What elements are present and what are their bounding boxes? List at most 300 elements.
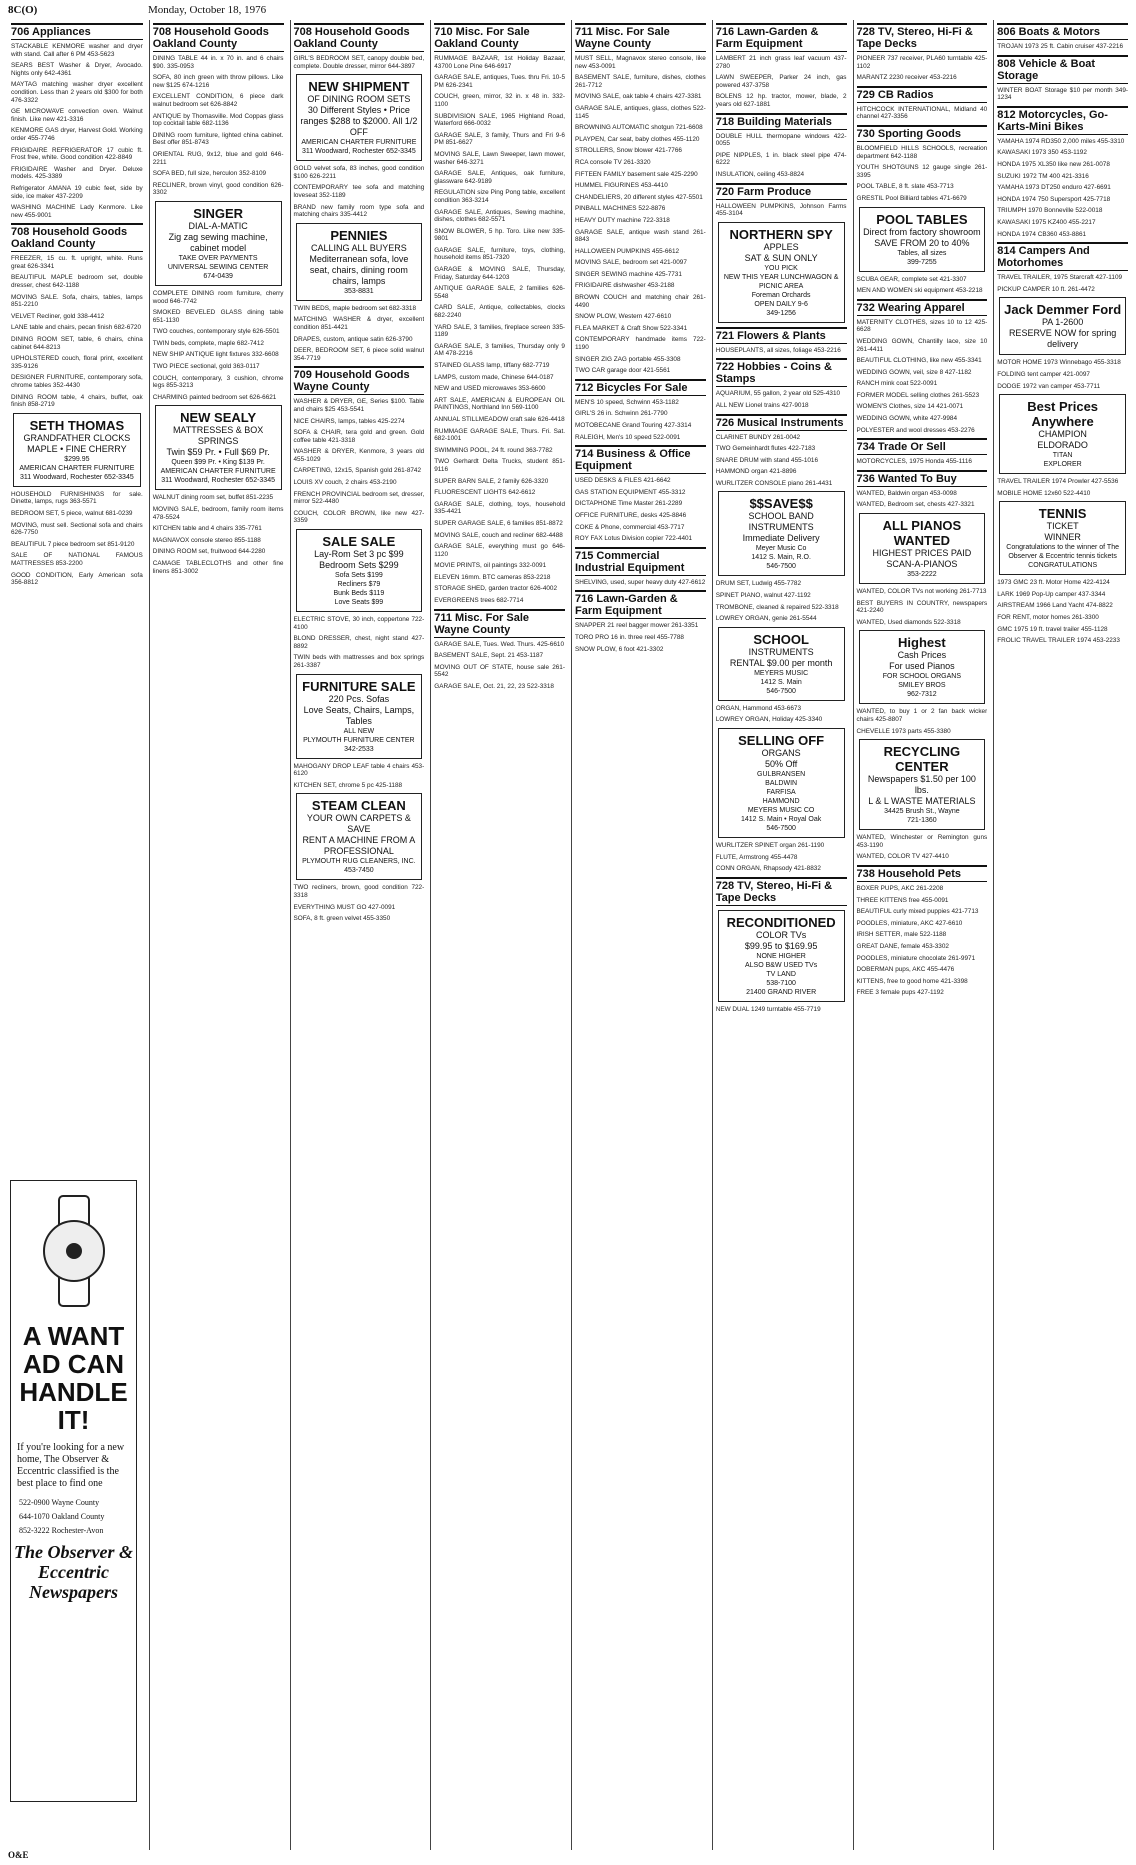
classified-listing: GARAGE SALE, 3 family, Thurs and Fri 9-6 PM 851-6627	[434, 131, 565, 147]
display-ad-line: GRANDFATHER CLOCKS	[23, 432, 131, 443]
classified-listing: MOVING SALE, bedroom, family room items 478-5524	[152, 506, 284, 521]
classified-listing: TWIN beds with mattresses and box springs 261-3387	[293, 654, 425, 669]
classified-listing: LOWREY ORGAN, Holiday 425-3340	[715, 716, 823, 724]
classified-listing: PIONEER 737 receiver, PLA60 turntable 425-1102	[856, 55, 988, 70]
classified-listing: COKE & Phone, commercial 453-7717	[575, 523, 685, 531]
display-ad-line: WINNER	[1044, 532, 1081, 543]
classified-listing: RUMMAGE GARAGE SALE, Thurs. Fri. Sat. 682-1001	[434, 427, 565, 443]
classified-listing: CAMAGE TABLECLOTHS and other fine linens 851-3002	[152, 560, 284, 575]
classified-listing: WALNUT dining room set, buffet 851-2235	[152, 494, 274, 502]
display-ad-line: PENNIES	[330, 227, 388, 243]
display-ad-line: 1412 S. Main	[760, 678, 802, 686]
display-ad-line: Tables, all sizes	[897, 249, 947, 257]
display-ad-line: 674-0439	[203, 272, 233, 280]
classified-listing: EVERYTHING MUST GO 427-0091	[293, 903, 396, 911]
section-heading: 730 Sporting Goods	[857, 125, 988, 142]
classified-listing: LARK 1969 Pop-Up camper 437-3344	[997, 590, 1106, 598]
classified-listing: SOFA & CHAIR, tera gold and green. Gold coffee table 421-3318	[293, 429, 425, 444]
classified-listing: MOVING SALE, bedroom set 421-0097	[575, 259, 687, 267]
want-ad-body: If you're looking for a new home, The Observer & Eccentric classified is the best place to find one	[17, 1442, 125, 1489]
classified-listing: UPHOLSTERED couch, floral print, excellent 335-9126	[11, 355, 143, 370]
display-ad-line: Zig zag sewing machine, cabinet model	[168, 231, 268, 253]
display-ad	[859, 513, 986, 584]
newspaper-logo: The Observer & Eccentric Newspapers	[14, 1542, 133, 1602]
display-ad-line: 1412 S. Main • Royal Oak	[740, 816, 822, 824]
display-ad-line: COLOR TVs	[755, 929, 807, 940]
classified-listing: RCA console TV 261-3320	[575, 158, 651, 166]
classified-listing: STORAGE SHED, garden tractor 626-4002	[434, 585, 558, 593]
display-ad-line: SCAN-A-PIANOS	[886, 559, 958, 570]
display-ad-line: NEW SEALY	[180, 410, 257, 426]
classified-listing: POODLES, miniature, AKC 427-6610	[856, 919, 963, 927]
display-ad-line: NEW SHIPMENT	[308, 79, 410, 95]
display-ad	[999, 501, 1126, 575]
classified-listing: BROWNING AUTOMATIC shotgun 721-6608	[575, 124, 703, 132]
display-ad-line: Recliners $79	[337, 581, 381, 589]
classified-listing: BASEMENT SALE, furniture, dishes, clothes 261-7712	[575, 74, 706, 89]
classified-listing: SALE OF NATIONAL FAMOUS MATTRESSES 853-2200	[11, 552, 143, 567]
display-ad	[155, 405, 282, 490]
classified-listing: RALEIGH, Men's 10 speed 522-0091	[575, 433, 681, 441]
classified-listing: WANTED, to buy 1 or 2 fan back wicker chairs 425-8807	[856, 708, 988, 723]
classified-listing: SINGER SEWING machine 425-7731	[575, 270, 682, 278]
classified-listing: NEW DUAL 1249 turntable 455-7719	[715, 1005, 821, 1013]
classified-listing: TWO Gemeinhardt flutes 422-7183	[715, 445, 816, 453]
classified-listing: ORIENTAL RUG, 9x12, blue and gold 646-2211	[152, 150, 284, 166]
classified-listing: DRUM SET, Ludwig 455-7782	[715, 580, 801, 588]
section-heading: 711 Misc. For Sale Wayne County	[575, 23, 706, 52]
display-ad-line: 311 Woodward, Rochester 652-3345	[301, 148, 416, 156]
classified-listing: DICTAPHONE Time Master 261-2289	[575, 500, 683, 508]
classified-listing: GOOD CONDITION, Early American sofa 356-8812	[11, 571, 143, 587]
display-ad	[296, 793, 423, 880]
classified-listing: KENMORE GAS dryer, Harvest Gold. Working order 455-7746	[11, 127, 143, 142]
classified-listing: SMOKED BEVELED GLASS dining table 651-1130	[152, 309, 284, 324]
display-ad-line: Foreman Orchards	[751, 291, 811, 299]
section-heading: 814 Campers And Motorhomes	[997, 242, 1128, 271]
display-ad-line: SINGER	[193, 205, 244, 221]
classified-column	[290, 20, 425, 1850]
classified-listing: HONDA 1974 750 Supersport 425-7718	[997, 195, 1111, 203]
classified-listing: TRIUMPH 1970 Bonneville 522-0018	[997, 207, 1103, 215]
classified-listing: GARAGE SALE, furniture, toys, clothing, household items 851-7320	[434, 246, 565, 262]
classified-listing: NEW SHIP ANTIQUE light fixtures 332-6608	[152, 351, 279, 359]
classified-listing: STAINED GLASS lamp, tiffany 682-7719	[434, 362, 550, 369]
classified-listing: WANTED, COLOR TV 427-4410	[856, 853, 949, 861]
classified-column	[571, 20, 706, 1850]
display-ad-line: DIAL-A-MATIC	[188, 220, 248, 231]
classified-listing: GARAGE SALE, antiques, glass, clothes 522-1145	[575, 104, 706, 120]
display-ad-line: MAPLE • FINE CHERRY	[27, 443, 127, 454]
classified-listing: THREE KITTENS free 455-0091	[856, 896, 949, 904]
display-ad-line: AMERICAN CHARTER FURNITURE	[160, 468, 276, 476]
display-ad-line: TICKET	[1046, 521, 1079, 532]
classified-listing: RANCH mink coat 522-0091	[856, 380, 938, 388]
classified-listing: TWO recliners, brown, good condition 722-3318	[293, 884, 425, 899]
display-ad-line: OPEN DAILY 9-6	[754, 300, 808, 308]
classified-column	[853, 20, 988, 1850]
display-ad-line: UNIVERSAL SEWING CENTER	[167, 263, 269, 271]
classified-listing: STACKABLE KENMORE washer and dryer with stand. Call after 6 PM 453-5623	[11, 43, 143, 58]
section-heading: 726 Musical Instruments	[716, 414, 847, 431]
display-ad-line: Mediterranean sofa, love seat, chairs, dining room chairs, lamps	[309, 253, 409, 286]
classified-listing: LOWREY ORGAN, genie 261-5544	[715, 615, 817, 623]
display-ad	[999, 297, 1126, 355]
classified-listing: WANTED, Bedroom set, chests 427-3321	[856, 501, 975, 509]
classified-listing: WEDDING GOWN, veil, size 8 427-1182	[856, 368, 972, 376]
display-ad-line: RECYCLING CENTER	[883, 744, 961, 775]
display-ad	[296, 529, 423, 612]
classified-listing: AIRSTREAM 1966 Land Yacht 474-8822	[997, 602, 1113, 610]
display-ad-line: Jack Demmer Ford	[1004, 302, 1122, 318]
classified-listing: DINING ROOM set, fruitwood 644-2280	[152, 548, 266, 556]
display-ad-line: SCHOOL	[753, 631, 809, 647]
display-ad	[155, 201, 282, 286]
display-ad-line: Congratulations to the winner of The Observer & Eccentric tennis tickets	[1006, 544, 1119, 561]
classified-listing: SNARE DRUM with stand 455-1016	[715, 456, 819, 464]
section-heading: 728 TV, Stereo, Hi-Fi & Tape Decks	[716, 877, 847, 906]
classified-listing: DINING ROOM SET, table, 6 chairs, china cabinet 644-8213	[11, 336, 143, 351]
display-ad-line: PLYMOUTH RUG CLEANERS, INC.	[302, 858, 416, 866]
classified-listing: BEAUTIFUL 7 piece bedroom set 851-9120	[11, 540, 135, 548]
door-knob-icon	[19, 1191, 129, 1311]
display-ad-line: APPLES	[763, 241, 799, 252]
classified-listing: TRAVEL TRAILER 1974 Prowler 427-5536	[997, 478, 1119, 486]
classified-listing: MOVING OUT OF STATE, house sale 261-5542	[434, 663, 565, 679]
classified-listing: GARAGE SALE, Antiques, oak furniture, glassware 642-9189	[434, 170, 565, 185]
display-ad-line: Newspapers $1.50 per 100 lbs.	[867, 774, 976, 796]
display-ad-line: 453-7450	[344, 867, 374, 875]
display-ad-line: Direct from factory showroom	[863, 226, 981, 237]
classified-listing: HONDA 1974 CB360 453-8861	[997, 230, 1087, 238]
classified-listing: SOFA BED, full size, herculon 352-8109	[152, 170, 267, 178]
display-ad-line: 721-1360	[907, 817, 937, 825]
classified-listing: KITCHEN SET, chrome 5 pc 425-1188	[293, 781, 403, 789]
display-ad	[718, 728, 845, 838]
classified-listing: MARANTZ 2230 receiver 453-2216	[856, 74, 957, 82]
classified-listing: SNOW BLOWER, 5 hp. Toro. Like new 335-9801	[434, 227, 565, 243]
classified-listing: BEAUTIFUL MAPLE bedroom set, double dresser, chest 642-1188	[11, 274, 143, 290]
display-ad-line: 962-7312	[907, 691, 937, 699]
display-ad-line: ALL PIANOS WANTED	[882, 518, 962, 549]
display-ad	[718, 491, 845, 576]
display-ad-line: TAKE OVER PAYMENTS	[178, 254, 258, 262]
section-heading: 732 Wearing Apparel	[857, 299, 988, 316]
classified-listing: ANTIQUE GARAGE SALE, 2 families 626-5548	[434, 285, 565, 300]
display-ad-line: 353-8831	[344, 287, 374, 295]
want-ad-phone: 852-3222 Rochester-Avon	[19, 1526, 104, 1535]
classified-listing: MOTORCYCLES, 1975 Honda 455-1116	[856, 458, 972, 466]
classified-listing: ROY FAX Lotus Division copier 722-4401	[575, 535, 693, 543]
classified-listing: TWO PIECE sectional, gold 363-0117	[152, 363, 260, 371]
classified-listing: ANTIQUE by Thomasville. Mod Coppas glass top cocktail table 682-1136	[152, 112, 284, 128]
display-ad-line: 311 Woodward, Rochester 652-3345	[19, 473, 134, 481]
classified-listing: WANTED, Winchester or Remington guns 453-1190	[856, 834, 988, 849]
classified-listing: DESIGNER FURNITURE, contemporary sofa, chrome tables 352-4430	[11, 374, 143, 389]
classified-listing: MATCHING WASHER & dryer, excellent condition 851-4421	[293, 316, 425, 331]
classified-listing: BLOOMFIELD HILLS SCHOOLS, recreation department 642-1188	[856, 144, 988, 160]
classified-listing: PLAYPEN, Car seat, baby clothes 455-1120	[575, 135, 700, 143]
display-ad-line: MEYERS MUSIC	[754, 669, 809, 677]
classified-listing: WEDDING GOWN, white 427-9984	[856, 415, 958, 423]
classified-listing: SNOW PLOW, Western 427-6610	[575, 313, 672, 321]
classified-listing: POODLES, miniature chocolate 261-9971	[856, 954, 976, 962]
display-ad-line: SAVE FROM 20 to 40%	[874, 237, 970, 248]
classified-listing: GARAGE SALE, Tues. Wed. Thurs. 425-6610	[434, 640, 565, 648]
display-ad-line: Bedroom Sets $299	[319, 560, 399, 571]
display-ad-line: INSTRUMENTS	[748, 646, 814, 657]
display-ad-line: FARFISA	[766, 789, 796, 797]
page-footer: O&E	[8, 1850, 29, 1860]
display-ad	[718, 910, 845, 1002]
display-ad-line: SALE SALE	[322, 534, 396, 550]
classified-listing: MUST SELL, Magnavox stereo console, like new 453-0091	[575, 55, 706, 70]
display-ad-line: 30 Different Styles • Price ranges $288 to $2000. All 1/2 OFF	[300, 105, 418, 138]
display-ad-line: Love Seats, Chairs, Lamps, Tables	[303, 704, 415, 726]
classified-listing: GARAGE & MOVING SALE, Thursday, Friday, Saturday 644-1203	[434, 266, 565, 281]
classified-listing: YOUTH SHOTGUNS 12 gauge single 261-3395	[856, 164, 988, 179]
display-ad-line: GULBRANSEN	[757, 771, 806, 779]
classified-listing: KITTENS, free to good home 421-3398	[856, 977, 968, 985]
classified-column	[430, 20, 565, 1850]
classified-listing: EVERGREENS trees 682-7714	[434, 597, 524, 605]
display-ad	[718, 627, 845, 701]
classified-listing: CONTEMPORARY tee sofa and matching loveseat 352-1189	[293, 184, 425, 199]
section-heading: 736 Wanted To Buy	[857, 470, 988, 487]
classified-listing: GARAGE SALE, antique wash stand 261-8843	[575, 228, 706, 244]
classified-listing: SOFA, 8 ft. green velvet 455-3350	[293, 915, 391, 923]
classified-listing: TROMBONE, cleaned & repaired 522-3318	[715, 603, 839, 611]
section-heading: 808 Vehicle & Boat Storage	[997, 55, 1128, 84]
display-ad-line: YOUR OWN CARPETS & SAVE	[306, 813, 411, 835]
section-heading: 716 Lawn-Garden & Farm Equipment	[716, 23, 847, 52]
classified-listing: ELECTRIC STOVE, 30 inch, coppertone 722-4100	[293, 616, 425, 631]
classified-listing: MOTOBECANE Grand Touring 427-3314	[575, 422, 692, 429]
display-ad-line: 546-7500	[766, 563, 796, 571]
classified-listing: REGULATION size Ping Pong table, excellent condition 363-3214	[434, 189, 565, 204]
classified-listing: MATERNITY CLOTHES, sizes 10 to 12 425-6628	[856, 318, 988, 334]
section-heading: 734 Trade Or Sell	[857, 438, 988, 455]
classified-listing: STROLLERS, Snow blower 421-7766	[575, 147, 682, 155]
classified-listing: CONN ORGAN, Rhapsody 421-8832	[715, 865, 821, 873]
display-ad-line: RENT A MACHINE FROM A PROFESSIONAL	[302, 835, 416, 857]
classified-listing: MAHOGANY DROP LEAF table 4 chairs 453-6120	[293, 762, 425, 778]
display-ad-line: CALLING ALL BUYERS	[311, 242, 407, 253]
classified-listing: LANE table and chairs, pecan finish 682-6720	[11, 324, 142, 332]
classified-listing: SINGER ZIG ZAG portable 455-3308	[575, 355, 681, 363]
classified-listing: PIPE NIPPLES, 1 in. black steel pipe 474-6222	[715, 151, 847, 167]
display-ad-line: MEYERS MUSIC CO	[747, 807, 815, 815]
classified-listing: BEAUTIFUL CLOTHING, like new 455-3341	[856, 357, 982, 365]
classified-listing: WASHING MACHINE Lady Kenmore. Like new 455-9001	[11, 204, 143, 219]
section-heading: 715 Commercial Industrial Equipment	[575, 547, 706, 576]
classified-listing: BOLENS 12 hp. tractor, mower, blade, 2 years old 627-1881	[715, 93, 847, 108]
classified-listing: FRIGIDAIRE dishwasher 453-2188	[575, 282, 675, 290]
classified-listing: BROWN COUCH and matching chair 261-4490	[575, 294, 706, 309]
classified-listing: HOUSEHOLD FURNISHINGS for sale. Dinette, lamps, rugs 363-5571	[11, 490, 143, 506]
classified-listing: GIRL'S BEDROOM SET, canopy double bed, complete. Double dresser, mirror 644-3897	[293, 55, 425, 70]
classified-listing: HONDA 1975 XL350 like new 261-0078	[997, 160, 1110, 168]
classified-listing: HAMMOND organ 421-8896	[715, 468, 797, 476]
classified-listing: TWO Gerhardt Delta Trucks, student 851-9116	[434, 458, 565, 473]
classified-listing: ORGAN, Hammond 453-6673	[715, 704, 801, 712]
classified-listing: SHELVING, used, super heavy duty 427-6612	[575, 578, 706, 586]
display-ad-line: Cash Prices	[897, 650, 947, 661]
classified-listing: TWIN BEDS, maple bedroom set 682-3318	[293, 304, 417, 312]
display-ad	[13, 413, 141, 487]
classified-listing: MOVIE PRINTS, oil paintings 332-0091	[434, 562, 547, 570]
classified-column	[712, 20, 847, 1850]
display-ad-line: TITAN	[1052, 452, 1073, 460]
classified-listing: GARAGE SALE, antiques, Tues. thru Fri. 10-5 PM 626-2341	[434, 74, 565, 89]
classified-listing: FRIGIDAIRE Washer and Dryer. Deluxe models. 425-3389	[11, 165, 143, 181]
display-ad-line: YOU PICK	[764, 264, 798, 272]
classified-listing: TRAVEL TRAILER, 1975 Starcraft 427-1109	[997, 274, 1123, 282]
classified-listing: GARAGE SALE, Antiques, Sewing machine, dishes, clothes 682-5571	[434, 208, 565, 224]
classified-listing: SNAPPER 21 reel bagger mower 261-3351	[575, 622, 699, 630]
display-ad-line: AMERICAN CHARTER FURNITURE	[19, 464, 135, 472]
classified-listing: BEDROOM SET, 5 piece, walnut 681-0239	[11, 509, 133, 517]
display-ad-line: SELLING OFF	[738, 733, 825, 749]
classified-listing: NEW and USED microwaves 353-6600	[434, 385, 546, 393]
classified-listing: GMC 1975 19 ft. travel trailer 455-1128	[997, 625, 1108, 633]
classified-listing: GRESTIL Pool Billiard tables 471-6679	[856, 194, 967, 202]
classified-listing: SUPER BARN SALE, 2 family 626-3320	[434, 477, 549, 485]
classified-listing: POOL TABLE, 8 ft. slate 453-7713	[856, 183, 954, 191]
classified-listing: MOBILE HOME 12x60 522-4410	[997, 489, 1091, 497]
section-heading: 716 Lawn-Garden & Farm Equipment	[575, 590, 706, 619]
want-ad-phone: 644-1070 Oakland County	[19, 1512, 105, 1521]
display-ad-line: TENNIS	[1038, 506, 1087, 522]
display-ad-line: FURNITURE SALE	[302, 678, 416, 694]
classified-listing: IRISH SETTER, male 522-1188	[856, 931, 947, 939]
classified-listing: DOBERMAN pups, AKC 455-4476	[856, 966, 955, 974]
classified-listing: FLUORESCENT LIGHTS 642-6612	[434, 489, 536, 497]
classified-listing: DINING room furniture, lighted china cabinet. Best offer 851-8743	[152, 131, 284, 147]
classified-listing: NICE CHAIRS, lamps, tables 425-2274	[293, 417, 405, 425]
classified-listing: COUCH, COLOR BROWN, like new 427-3359	[293, 509, 425, 525]
display-ad	[859, 207, 986, 272]
classified-listing: KAWASAKI 1973 350 453-1192	[997, 149, 1087, 157]
display-ad-line: Love Seats $99	[334, 599, 384, 607]
classified-listing: Refrigerator AMANA 19 cubic feet, side by side, ice maker 437-2209	[11, 184, 143, 200]
classified-listing: BLOND DRESSER, chest, night stand 427-8892	[293, 635, 425, 650]
classified-listing: ANNUAL STILLMEADOW craft sale 626-4418	[434, 415, 565, 423]
classified-listing: LAWN SWEEPER, Parker 24 inch, gas powered 437-3758	[715, 74, 847, 89]
section-heading: 722 Hobbies - Coins & Stamps	[716, 358, 847, 387]
classified-listing: HALLOWEEN PUMPKINS 455-6612	[575, 247, 680, 255]
classified-listing: CARPETING, 12x15, Spanish gold 261-8742	[293, 467, 422, 475]
classified-listing: CHARMING painted bedroom set 626-6621	[152, 393, 277, 401]
display-ad-line: 342-2533	[344, 745, 374, 753]
classified-listing: LAMBERT 21 inch grass leaf vacuum 437-2780	[715, 55, 847, 70]
classified-listing: MAYTAG matching washer dryer excellent condition. Less than 2 years old $300 for both 476-3322	[11, 81, 143, 104]
display-ad-line: RENTAL $9.00 per month	[729, 657, 833, 668]
display-ad-line: POOL TABLES	[876, 211, 968, 227]
section-heading: 718 Building Materials	[716, 113, 847, 130]
display-ad	[718, 222, 845, 323]
classified-listing: WURLITZER CONSOLE piano 261-4431	[715, 479, 833, 487]
display-ad-line: 538-7100	[766, 979, 796, 987]
classified-listing: WANTED, COLOR TVs not working 261-7713	[856, 588, 987, 596]
section-heading: 706 Appliances	[11, 23, 143, 40]
classified-listing: MOVING SALE, oak table 4 chairs 427-3381	[575, 93, 702, 101]
display-ad-line: L & L WASTE MATERIALS	[868, 796, 976, 807]
want-ad-phone: 522-0900 Wayne County	[19, 1498, 100, 1507]
classified-listing: SUPER GARAGE SALE, 6 families 851-8872	[434, 519, 563, 527]
classified-columns	[8, 20, 1128, 1850]
classified-listing: FREE 3 female pups 427-1192	[856, 989, 944, 997]
display-ad-line: RECONDITIONED	[726, 914, 836, 930]
classified-listing: FREEZER, 15 cu. ft. upright, white. Runs great 626-3341	[11, 255, 143, 270]
display-ad-line: FOR SCHOOL ORGANS	[882, 673, 962, 681]
display-ad-line: PLYMOUTH FURNITURE CENTER	[303, 736, 415, 744]
classified-listing: TWO couches, contemporary style 626-5501	[152, 328, 280, 336]
classified-listing: WANTED, Baldwin organ 453-0098	[856, 489, 957, 497]
classified-listing: DEER, BEDROOM SET, 6 piece solid walnut 354-7719	[293, 347, 425, 362]
classified-listing: FORMER MODEL selling clothes 261-5523	[856, 391, 980, 399]
classified-listing: FOR RENT, motor homes 261-3300	[997, 614, 1099, 622]
display-ad-line: Sofa Sets $199	[334, 572, 383, 580]
classified-listing: KAWASAKI 1975 KZ400 455-2217	[997, 218, 1096, 226]
display-ad-line: 21400 GRAND RIVER	[746, 988, 817, 996]
section-heading: 711 Misc. For Sale Wayne County	[434, 609, 565, 638]
classified-listing: SUBDIVISION SALE, 1965 Highland Road, Waterford 666-0032	[434, 112, 565, 128]
classified-listing: MEN'S 10 speed, Schwinn 453-1182	[575, 398, 679, 406]
display-ad-line: 349-1256	[766, 309, 796, 317]
want-ad-promo	[10, 1180, 137, 1802]
classified-listing: COUCH, contemporary, 3 cushion, chrome legs 855-3213	[152, 374, 284, 390]
display-ad	[296, 74, 423, 161]
page-number: 8C(O)	[8, 4, 38, 16]
classified-listing: DINING ROOM table, 4 chairs, buffet, oak finish 858-2719	[11, 393, 143, 409]
classified-listing: CHEVELLE 1973 parts 455-3380	[856, 727, 951, 735]
classified-listing: RECLINER, brown vinyl, good condition 626-3302	[152, 181, 284, 197]
classified-listing: LOUIS XV couch, 2 chairs 453-2190	[293, 479, 397, 487]
section-heading: 720 Farm Produce	[716, 183, 847, 200]
classified-listing: TROJAN 1973 25 ft. Cabin cruiser 437-2216	[997, 43, 1123, 50]
display-ad-line: $99.95 to $169.95	[744, 940, 818, 951]
section-heading: 714 Business & Office Equipment	[575, 445, 706, 474]
classified-listing: GREAT DANE, female 453-3302	[856, 942, 949, 950]
display-ad-line: ALSO B&W USED TVs	[745, 961, 818, 969]
classified-listing: SNOW PLOW, 6 foot 421-3302	[575, 645, 664, 653]
classified-listing: SWIMMING POOL, 24 ft. round 363-7782	[434, 446, 553, 454]
classified-listing: FOLDING tent camper 421-0097	[997, 370, 1090, 378]
display-ad-line: AMERICAN CHARTER FURNITURE	[301, 139, 417, 147]
display-ad	[859, 630, 986, 704]
classified-listing: EXCELLENT CONDITION, 6 piece dark walnut bedroom set 626-8842	[152, 93, 284, 108]
classified-listing: MOVING, must sell. Sectional sofa and chairs 626-7750	[11, 521, 143, 537]
classified-listing: MEN AND WOMEN ski equipment 453-2218	[856, 287, 983, 295]
display-ad-line: HIGHEST PRICES PAID	[872, 548, 972, 559]
display-ad	[999, 394, 1126, 474]
display-ad-line: STEAM CLEAN	[311, 798, 406, 814]
display-ad-line: NONE HIGHER	[756, 952, 806, 960]
classified-listing: OFFICE FURNITURE, desks 425-8846	[575, 511, 687, 519]
classified-listing: MOVING SALE. Sofa, chairs, tables, lamps 851-2210	[11, 293, 143, 309]
classified-listing: BASEMENT SALE, Sept. 21 453-1187	[434, 652, 544, 660]
classified-listing: MOVING SALE, couch and recliner 682-4488	[434, 531, 563, 539]
display-ad-line: $$SAVE$$	[749, 496, 813, 512]
classified-listing: GIRL'S 26 in. Schwinn 261-7790	[575, 410, 668, 418]
classified-listing: HOUSEPLANTS, all sizes, foliage 453-2216	[715, 346, 841, 354]
display-ad-line: TV LAND	[766, 970, 796, 978]
section-heading: 812 Motorcycles, Go-Karts-Mini Bikes	[997, 106, 1128, 135]
classified-listing: GE MICROWAVE convection oven. Walnut finish. Like new 421-3316	[11, 108, 143, 123]
classified-listing: WINTER BOAT Storage $10 per month 349-1234	[997, 86, 1128, 102]
classified-listing: MOTOR HOME 1973 Winnebago 455-3318	[997, 359, 1121, 367]
